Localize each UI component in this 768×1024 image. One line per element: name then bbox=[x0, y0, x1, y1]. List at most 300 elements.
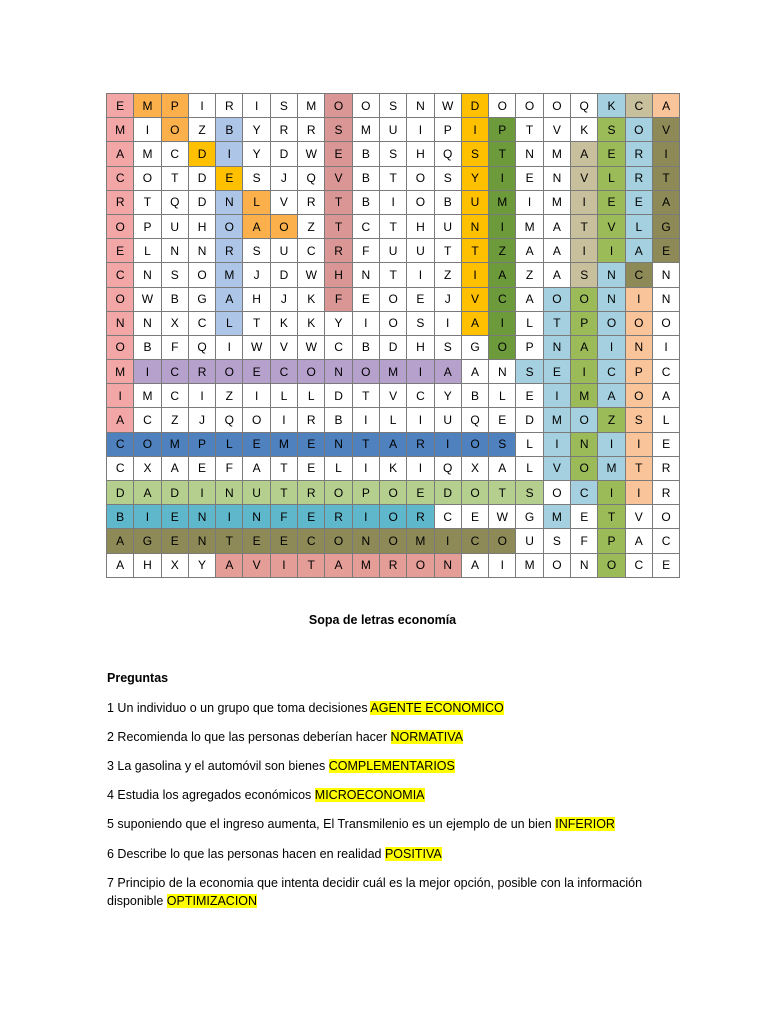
question-item bbox=[107, 786, 662, 804]
grid-cell: P bbox=[161, 94, 188, 118]
grid-cell: I bbox=[461, 118, 488, 142]
grid-cell: I bbox=[352, 311, 379, 335]
grid-cell: F bbox=[571, 529, 598, 553]
question-item bbox=[107, 699, 662, 717]
grid-cell: I bbox=[461, 263, 488, 287]
grid-cell: I bbox=[598, 335, 625, 359]
grid-cell: U bbox=[270, 239, 297, 263]
grid-cell: V bbox=[379, 384, 406, 408]
grid-cell: C bbox=[489, 287, 516, 311]
grid-cell: I bbox=[489, 311, 516, 335]
grid-cell: O bbox=[407, 166, 434, 190]
grid-cell: A bbox=[325, 553, 352, 577]
grid-cell: H bbox=[407, 335, 434, 359]
grid-cell: T bbox=[352, 432, 379, 456]
grid-cell: I bbox=[379, 190, 406, 214]
grid-cell: I bbox=[407, 118, 434, 142]
grid-cell: D bbox=[516, 408, 543, 432]
grid-cell: Q bbox=[298, 166, 325, 190]
grid-cell: D bbox=[434, 481, 461, 505]
grid-cell: D bbox=[461, 94, 488, 118]
grid-cell: O bbox=[516, 94, 543, 118]
grid-cell: R bbox=[407, 432, 434, 456]
grid-cell: I bbox=[625, 287, 652, 311]
grid-cell: R bbox=[216, 94, 243, 118]
grid-cell: Z bbox=[298, 214, 325, 238]
grid-cell: E bbox=[216, 166, 243, 190]
grid-cell: T bbox=[379, 214, 406, 238]
grid-cell: V bbox=[270, 190, 297, 214]
grid-cell: U bbox=[434, 214, 461, 238]
grid-cell: U bbox=[407, 239, 434, 263]
grid-row bbox=[107, 408, 680, 432]
question-text: 7 Principio de la economia que intenta decidir cuál es la mejor opción, posible con la información disponible bbox=[107, 876, 643, 908]
grid-cell: N bbox=[134, 263, 161, 287]
grid-cell: E bbox=[516, 166, 543, 190]
grid-cell: Q bbox=[461, 408, 488, 432]
grid-cell: R bbox=[652, 456, 679, 480]
grid-cell: E bbox=[489, 408, 516, 432]
grid-cell: S bbox=[516, 360, 543, 384]
question-text: 2 Recomienda lo que las personas deberían hacer bbox=[107, 730, 388, 744]
grid-cell: C bbox=[461, 529, 488, 553]
answer-highlight: NORMATIVA bbox=[390, 730, 463, 744]
grid-cell: I bbox=[352, 505, 379, 529]
grid-cell: H bbox=[134, 553, 161, 577]
grid-cell: S bbox=[379, 94, 406, 118]
grid-cell: E bbox=[652, 239, 679, 263]
grid-cell: K bbox=[270, 311, 297, 335]
grid-cell: T bbox=[434, 239, 461, 263]
grid-cell: A bbox=[625, 239, 652, 263]
grid-cell: L bbox=[489, 384, 516, 408]
grid-cell: R bbox=[325, 505, 352, 529]
grid-cell: T bbox=[625, 456, 652, 480]
grid-cell: E bbox=[598, 190, 625, 214]
grid-cell: D bbox=[107, 481, 134, 505]
grid-cell: S bbox=[434, 166, 461, 190]
grid-cell: P bbox=[188, 432, 215, 456]
grid-cell: Y bbox=[325, 311, 352, 335]
grid-cell: K bbox=[598, 94, 625, 118]
grid-cell: T bbox=[652, 166, 679, 190]
grid-cell: B bbox=[216, 118, 243, 142]
grid-cell: O bbox=[107, 335, 134, 359]
grid-cell: I bbox=[407, 456, 434, 480]
grid-cell: O bbox=[543, 481, 570, 505]
grid-row bbox=[107, 529, 680, 553]
grid-cell: N bbox=[598, 263, 625, 287]
grid-cell: N bbox=[516, 142, 543, 166]
grid-cell: G bbox=[652, 214, 679, 238]
grid-cell: V bbox=[543, 118, 570, 142]
grid-cell: Q bbox=[161, 190, 188, 214]
grid-cell: E bbox=[652, 553, 679, 577]
grid-cell: F bbox=[270, 505, 297, 529]
grid-cell: J bbox=[270, 287, 297, 311]
grid-cell: E bbox=[161, 529, 188, 553]
grid-cell: C bbox=[571, 481, 598, 505]
grid-cell: V bbox=[270, 335, 297, 359]
grid-cell: I bbox=[489, 553, 516, 577]
grid-cell: E bbox=[352, 287, 379, 311]
grid-cell: C bbox=[325, 335, 352, 359]
grid-row bbox=[107, 384, 680, 408]
grid-cell: H bbox=[325, 263, 352, 287]
grid-cell: V bbox=[543, 456, 570, 480]
grid-cell: T bbox=[270, 481, 297, 505]
grid-cell: O bbox=[216, 360, 243, 384]
grid-cell: A bbox=[543, 239, 570, 263]
grid-cell: O bbox=[107, 214, 134, 238]
grid-cell: I bbox=[216, 505, 243, 529]
grid-cell: S bbox=[434, 335, 461, 359]
grid-cell: T bbox=[270, 456, 297, 480]
grid-cell: S bbox=[598, 118, 625, 142]
grid-cell: E bbox=[543, 360, 570, 384]
grid-cell: W bbox=[298, 335, 325, 359]
grid-cell: J bbox=[243, 263, 270, 287]
question-item bbox=[107, 757, 662, 775]
grid-cell: M bbox=[543, 190, 570, 214]
grid-cell: S bbox=[379, 142, 406, 166]
grid-cell: D bbox=[188, 166, 215, 190]
grid-cell: L bbox=[270, 384, 297, 408]
grid-cell: N bbox=[571, 432, 598, 456]
grid-cell: I bbox=[134, 118, 161, 142]
grid-cell: K bbox=[298, 311, 325, 335]
grid-cell: E bbox=[325, 142, 352, 166]
grid-cell: L bbox=[598, 166, 625, 190]
grid-cell: O bbox=[379, 311, 406, 335]
grid-row bbox=[107, 311, 680, 335]
grid-cell: Z bbox=[216, 384, 243, 408]
grid-cell: M bbox=[352, 553, 379, 577]
grid-cell: R bbox=[298, 408, 325, 432]
grid-cell: N bbox=[188, 505, 215, 529]
grid-cell: O bbox=[625, 311, 652, 335]
grid-cell: I bbox=[652, 335, 679, 359]
grid-caption: Sopa de letras economía bbox=[308, 613, 457, 627]
grid-cell: I bbox=[188, 94, 215, 118]
grid-cell: I bbox=[489, 214, 516, 238]
grid-cell: I bbox=[407, 360, 434, 384]
grid-cell: M bbox=[571, 384, 598, 408]
grid-cell: M bbox=[379, 360, 406, 384]
grid-cell: I bbox=[134, 505, 161, 529]
grid-cell: Y bbox=[243, 118, 270, 142]
grid-cell: M bbox=[516, 214, 543, 238]
grid-cell: O bbox=[379, 529, 406, 553]
grid-cell: C bbox=[161, 360, 188, 384]
grid-cell: G bbox=[516, 505, 543, 529]
grid-cell: A bbox=[161, 456, 188, 480]
grid-cell: I bbox=[489, 166, 516, 190]
grid-cell: C bbox=[434, 505, 461, 529]
grid-cell: T bbox=[379, 166, 406, 190]
grid-row bbox=[107, 505, 680, 529]
grid-cell: I bbox=[434, 311, 461, 335]
grid-cell: I bbox=[543, 432, 570, 456]
grid-cell: R bbox=[625, 166, 652, 190]
grid-cell: N bbox=[352, 529, 379, 553]
grid-cell: B bbox=[161, 287, 188, 311]
grid-cell: P bbox=[352, 481, 379, 505]
answer-highlight: OPTIMIZACION bbox=[166, 894, 258, 908]
grid-cell: O bbox=[188, 263, 215, 287]
grid-cell: M bbox=[407, 529, 434, 553]
grid-cell: L bbox=[516, 456, 543, 480]
grid-cell: T bbox=[243, 311, 270, 335]
answer-highlight: COMPLEMENTARIOS bbox=[328, 759, 455, 773]
grid-cell: O bbox=[571, 408, 598, 432]
grid-cell: I bbox=[543, 384, 570, 408]
grid-cell: E bbox=[625, 190, 652, 214]
grid-cell: T bbox=[598, 505, 625, 529]
grid-cell: U bbox=[379, 118, 406, 142]
grid-cell: L bbox=[134, 239, 161, 263]
grid-cell: O bbox=[598, 311, 625, 335]
grid-cell: N bbox=[352, 263, 379, 287]
grid-cell: V bbox=[325, 166, 352, 190]
question-text: 6 Describe lo que las personas hacen en realidad bbox=[107, 847, 382, 861]
grid-row bbox=[107, 287, 680, 311]
grid-cell: T bbox=[298, 553, 325, 577]
grid-cell: R bbox=[298, 118, 325, 142]
grid-cell: E bbox=[298, 456, 325, 480]
grid-cell: N bbox=[243, 505, 270, 529]
question-item bbox=[107, 874, 662, 910]
grid-cell: B bbox=[434, 190, 461, 214]
grid-cell: I bbox=[270, 408, 297, 432]
grid-cell: A bbox=[134, 481, 161, 505]
grid-cell: N bbox=[216, 190, 243, 214]
grid-cell: T bbox=[489, 142, 516, 166]
grid-cell: A bbox=[489, 263, 516, 287]
grid-cell: C bbox=[188, 311, 215, 335]
grid-cell: V bbox=[598, 214, 625, 238]
grid-cell: T bbox=[543, 311, 570, 335]
grid-cell: S bbox=[407, 311, 434, 335]
grid-cell: N bbox=[325, 360, 352, 384]
grid-cell: U bbox=[243, 481, 270, 505]
grid-cell: O bbox=[625, 118, 652, 142]
question-text: 4 Estudia los agregados económicos bbox=[107, 788, 312, 802]
grid-cell: C bbox=[298, 529, 325, 553]
grid-cell: Q bbox=[434, 456, 461, 480]
grid-row bbox=[107, 239, 680, 263]
grid-cell: I bbox=[598, 239, 625, 263]
question-text: 5 suponiendo que el ingreso aumenta, El Transmilenio es un ejemplo de un bien bbox=[107, 817, 552, 831]
grid-cell: M bbox=[352, 118, 379, 142]
grid-cell: U bbox=[434, 408, 461, 432]
grid-cell: R bbox=[298, 481, 325, 505]
grid-cell: O bbox=[571, 287, 598, 311]
grid-cell: P bbox=[598, 529, 625, 553]
grid-cell: T bbox=[461, 239, 488, 263]
grid-cell: N bbox=[161, 239, 188, 263]
grid-cell: N bbox=[134, 311, 161, 335]
grid-cell: O bbox=[352, 360, 379, 384]
grid-cell: H bbox=[188, 214, 215, 238]
grid-cell: W bbox=[298, 263, 325, 287]
grid-cell: T bbox=[516, 118, 543, 142]
grid-cell: O bbox=[461, 481, 488, 505]
grid-cell: Z bbox=[434, 263, 461, 287]
grid-cell: A bbox=[107, 529, 134, 553]
grid-cell: M bbox=[134, 384, 161, 408]
grid-cell: T bbox=[325, 190, 352, 214]
grid-cell: R bbox=[270, 118, 297, 142]
grid-cell: L bbox=[298, 384, 325, 408]
grid-cell: M bbox=[543, 142, 570, 166]
grid-cell: E bbox=[407, 481, 434, 505]
grid-cell: L bbox=[243, 190, 270, 214]
grid-cell: W bbox=[489, 505, 516, 529]
grid-cell: O bbox=[625, 384, 652, 408]
grid-cell: I bbox=[243, 384, 270, 408]
grid-cell: N bbox=[107, 311, 134, 335]
grid-row bbox=[107, 335, 680, 359]
grid-cell: A bbox=[652, 190, 679, 214]
grid-cell: N bbox=[434, 553, 461, 577]
grid-cell: E bbox=[107, 239, 134, 263]
grid-cell: T bbox=[379, 263, 406, 287]
grid-cell: N bbox=[543, 335, 570, 359]
grid-cell: V bbox=[652, 118, 679, 142]
grid-cell: G bbox=[134, 529, 161, 553]
grid-cell: I bbox=[352, 456, 379, 480]
grid-cell: A bbox=[461, 311, 488, 335]
grid-cell: J bbox=[270, 166, 297, 190]
grid-cell: O bbox=[379, 481, 406, 505]
grid-cell: K bbox=[298, 287, 325, 311]
grid-cell: O bbox=[543, 287, 570, 311]
grid-cell: Z bbox=[188, 118, 215, 142]
grid-cell: A bbox=[489, 456, 516, 480]
grid-cell: N bbox=[407, 94, 434, 118]
grid-cell: W bbox=[134, 287, 161, 311]
answer-highlight: MICROECONOMIA bbox=[314, 788, 425, 802]
grid-cell: B bbox=[352, 190, 379, 214]
grid-cell: T bbox=[216, 529, 243, 553]
grid-cell: L bbox=[216, 432, 243, 456]
grid-cell: O bbox=[598, 553, 625, 577]
grid-cell: E bbox=[652, 432, 679, 456]
grid-cell: P bbox=[434, 118, 461, 142]
grid-cell: J bbox=[434, 287, 461, 311]
grid-cell: N bbox=[489, 360, 516, 384]
grid-row bbox=[107, 481, 680, 505]
question-item bbox=[107, 728, 662, 746]
grid-cell: O bbox=[543, 94, 570, 118]
grid-cell: A bbox=[543, 214, 570, 238]
grid-cell: C bbox=[107, 263, 134, 287]
grid-cell: P bbox=[134, 214, 161, 238]
grid-cell: L bbox=[652, 408, 679, 432]
grid-cell: E bbox=[270, 529, 297, 553]
grid-cell: D bbox=[270, 142, 297, 166]
grid-cell: S bbox=[571, 263, 598, 287]
grid-cell: L bbox=[516, 311, 543, 335]
grid-cell: I bbox=[134, 360, 161, 384]
grid-cell: T bbox=[489, 481, 516, 505]
question-text: 3 La gasolina y el automóvil son bienes bbox=[107, 759, 326, 773]
grid-row bbox=[107, 94, 680, 118]
grid-cell: D bbox=[188, 190, 215, 214]
grid-cell: C bbox=[270, 360, 297, 384]
grid-cell: M bbox=[107, 360, 134, 384]
grid-cell: M bbox=[516, 553, 543, 577]
grid-cell: R bbox=[325, 239, 352, 263]
grid-cell: N bbox=[652, 287, 679, 311]
grid-cell: A bbox=[434, 360, 461, 384]
grid-cell: E bbox=[161, 505, 188, 529]
grid-cell: D bbox=[188, 142, 215, 166]
grid-cell: V bbox=[461, 287, 488, 311]
grid-cell: S bbox=[543, 529, 570, 553]
grid-cell: I bbox=[571, 239, 598, 263]
grid-cell: A bbox=[625, 529, 652, 553]
grid-cell: L bbox=[379, 408, 406, 432]
grid-cell: N bbox=[652, 263, 679, 287]
grid-cell: Z bbox=[598, 408, 625, 432]
grid-cell: O bbox=[652, 505, 679, 529]
grid-cell: D bbox=[270, 263, 297, 287]
grid-cell: M bbox=[134, 142, 161, 166]
grid-cell: A bbox=[571, 335, 598, 359]
grid-row bbox=[107, 360, 680, 384]
grid-row bbox=[107, 142, 680, 166]
answer-highlight: AGENTE ECONOMICO bbox=[370, 701, 504, 715]
grid-cell: C bbox=[625, 553, 652, 577]
grid-row bbox=[107, 118, 680, 142]
grid-cell: A bbox=[216, 553, 243, 577]
grid-cell: N bbox=[188, 239, 215, 263]
grid-cell: C bbox=[134, 408, 161, 432]
grid-cell: B bbox=[352, 142, 379, 166]
grid-cell: I bbox=[598, 432, 625, 456]
grid-cell: I bbox=[652, 142, 679, 166]
grid-cell: A bbox=[379, 432, 406, 456]
grid-cell: X bbox=[461, 456, 488, 480]
grid-row bbox=[107, 214, 680, 238]
grid-cell: D bbox=[161, 481, 188, 505]
grid-cell: H bbox=[407, 142, 434, 166]
grid-cell: B bbox=[461, 384, 488, 408]
grid-cell: N bbox=[216, 481, 243, 505]
grid-cell: A bbox=[243, 456, 270, 480]
grid-cell: Y bbox=[188, 553, 215, 577]
word-search-grid bbox=[106, 93, 680, 578]
grid-cell: C bbox=[107, 432, 134, 456]
grid-cell: R bbox=[107, 190, 134, 214]
grid-cell: C bbox=[407, 384, 434, 408]
grid-cell: G bbox=[461, 335, 488, 359]
grid-cell: C bbox=[352, 214, 379, 238]
grid-cell: Z bbox=[161, 408, 188, 432]
grid-cell: U bbox=[161, 214, 188, 238]
grid-cell: U bbox=[461, 190, 488, 214]
grid-cell: E bbox=[598, 142, 625, 166]
grid-cell: O bbox=[571, 456, 598, 480]
grid-cell: E bbox=[107, 94, 134, 118]
grid-cell: O bbox=[352, 94, 379, 118]
grid-cell: O bbox=[407, 553, 434, 577]
grid-cell: I bbox=[352, 408, 379, 432]
grid-cell: I bbox=[625, 481, 652, 505]
grid-cell: C bbox=[107, 456, 134, 480]
